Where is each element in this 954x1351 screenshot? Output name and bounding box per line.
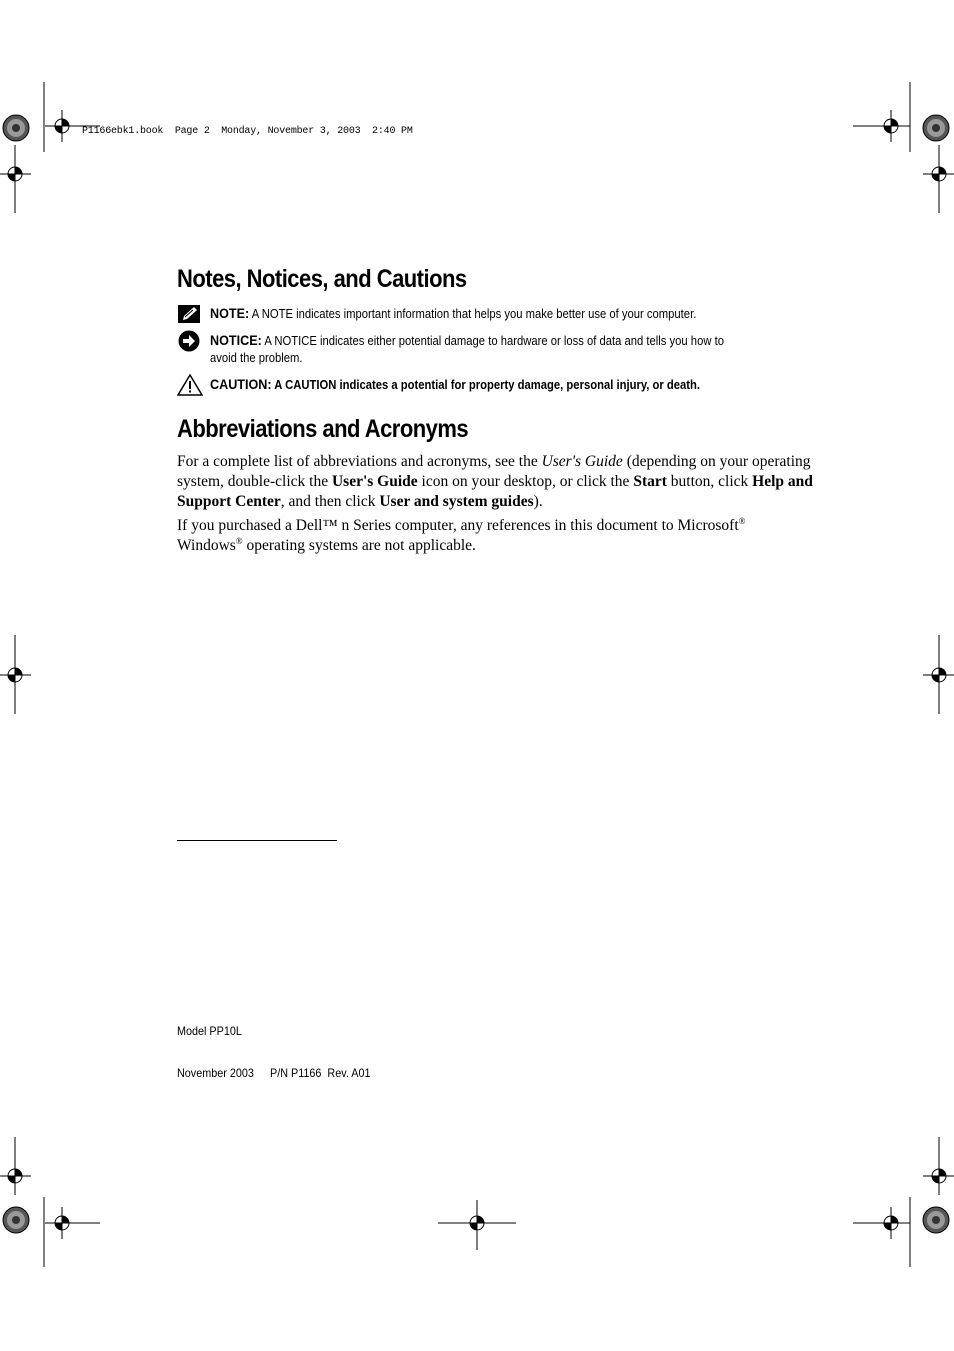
caution-text: A CAUTION indicates a potential for property damage, personal injury, or death. [274,378,701,392]
p1-text-e: , and then click [280,493,380,510]
page-slug: P1166ebk1.book Page 2 Monday, November 3, 2003 2:40 PM [82,126,413,137]
start-bold: Start [633,473,667,490]
p2-text-c: operating systems are not applicable. [242,537,476,554]
dell-n-series-paragraph [177,516,837,556]
p2-text-b: Windows [177,537,236,554]
note-label: NOTE: [210,305,250,321]
warning-triangle-icon [177,374,203,401]
user-system-guides-bold: User and system guides [379,493,534,510]
p2-text-a: If you purchased a Dell™ n Series computer, any references in this document to Microsoft [177,517,739,534]
footnote-rule [177,840,337,841]
p1-text-f: ). [533,493,543,510]
notice-text-line2: avoid the problem. [210,351,303,365]
users-guide-bold: User's Guide [331,473,418,490]
part-number: P/N P1166 Rev. A01 [270,1066,371,1080]
notice-label: NOTICE: [210,332,262,348]
registered-mark: ® [235,536,243,546]
notice-text-line1: A NOTICE indicates either potential damage to hardware or loss of data and tells you how to [264,334,724,348]
model-number: Model PP10L [177,1024,242,1038]
pencil-note-icon [177,304,201,329]
abbreviations-paragraph [177,452,837,512]
arrow-circle-icon [177,330,201,357]
print-date: November 2003 [177,1066,254,1080]
section-title-abbreviations: Abbreviations and Acronyms [177,415,469,443]
help-support-bold: Help and Support Center [177,473,813,510]
caution-label: CAUTION: [210,376,272,392]
section-title-notes: Notes, Notices, and Cautions [177,265,467,293]
p1-text-c: icon on your desktop, or click the [417,473,634,490]
p1-text-a: For a complete list of abbreviations and acronyms, see the [177,453,542,470]
registered-mark: ® [738,516,746,526]
p1-text-b: (depending on your operating system, double-click the [177,453,811,490]
p1-text-d: button, click [666,473,753,490]
note-text: A NOTE indicates important information that helps you make better use of your computer. [251,307,697,321]
users-guide-italic: User's Guide [541,453,623,470]
